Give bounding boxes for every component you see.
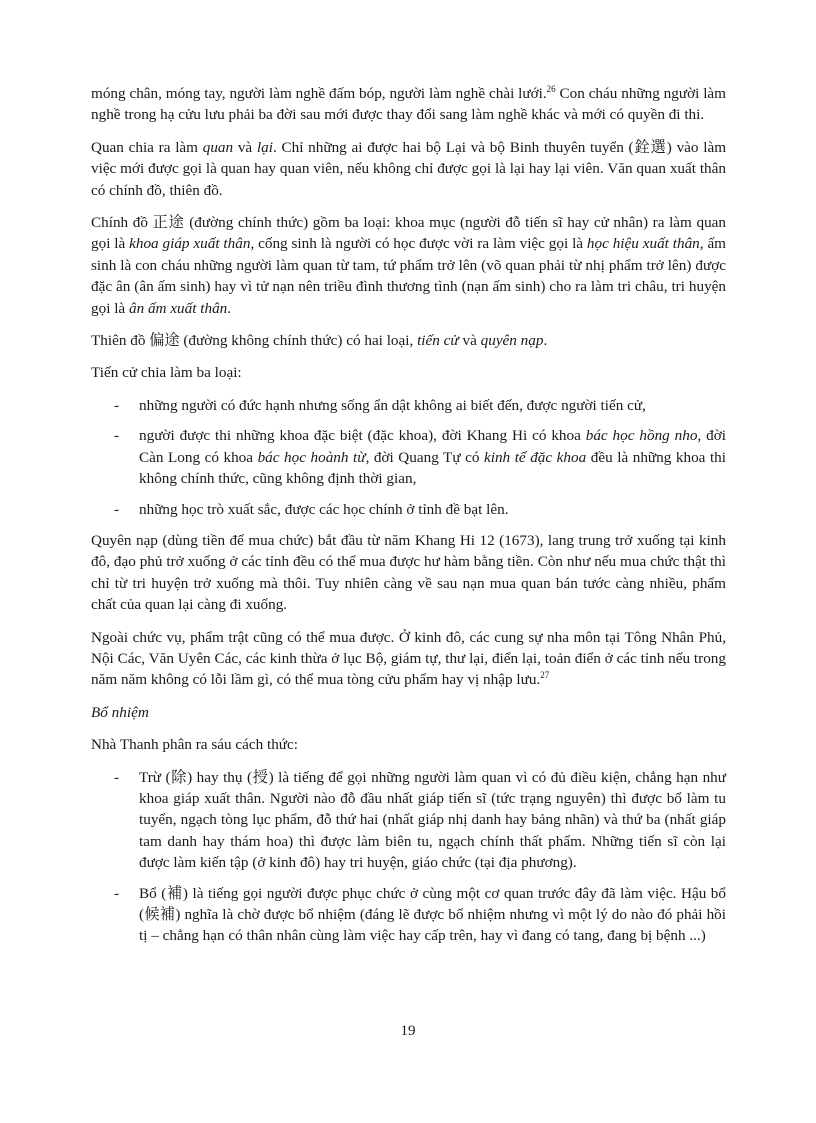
paragraph: Quan chia ra làm quan và lại. Chỉ những ai được hai bộ Lại và bộ Binh thuyên tuyển (銓選) vào làm việc mới được gọi là quan hay quan viên, nếu không chỉ được gọi là lại hay lại viên. Văn quan xuất thân có chính đồ, thiên đồ. [91,138,727,199]
list-item: - những người có đức hạnh nhưng sống ẩn dật không ai biết đến, được người tiến cử, [91,395,726,416]
dash-bullet: - [114,427,120,445]
footnote-ref-27[interactable]: 27 [540,670,550,681]
list-item: - Trừ (除) hay thụ (授) là tiếng để gọi những người làm quan vì có đủ điều kiện, chẳng hạn như khoa giáp xuất thân. Người nào đỗ đầu nhất giáp tiến sĩ (tức trạng nguyên) thì được bổ làm tu tuyển, ngạch tòng lục phẩm, đỗ thứ hai (nhất giáp nhị danh hay bảng nhãn) và thứ ba (nhất giáp tam danh hay thám hoa) thì được làm biên tu, ngạch chính thất phẩm. Những tiến sĩ còn lại được làm kiến tập (ở kinh đô) hay tri huyện, giáo chức (tại địa phương). [114,768,726,872]
list-item: - những học trò xuất sắc, được các học chính ở tỉnh đề bạt lên. [91,499,726,520]
paragraph: Ngoài chức vụ, phẩm trật cũng có thể mua được. Ở kinh đô, các cung sự nha môn tại Tông Nhân Phủ, Nội Các, Văn Uyên Các, các kinh thừa ở lục Bộ, giám tự, thư lại, điển lại, toản điển ở các tỉnh nếu trong năm năm không có lỗi lầm gì, có thể mua tòng cửu phẩm hay vị nhập lưu.$^{27}$ [91,628,726,689]
page-number: 19 [400,1023,416,1039]
paragraph: Thiên đồ 偏途 (đường không chính thức) có hai loại, tiến cử và quyên nạp. [91,332,548,350]
footnote-ref-26[interactable]: 26 [546,83,556,94]
paragraph: Quyên nạp (dùng tiền để mua chức) bắt đầu từ năm Khang Hi 12 (1673), lang trung trở xuống tại kinh đô, đạo phủ trở xuống ở các tỉnh đều có thể mua được hư hàm bằng tiền. Còn như nếu mua chức thật thì chỉ từ tri huyện trở xuống mà thôi. Tuy nhiên càng về sau nạn mua quan bán tước càng nhiều, phẩm chất của quan lại càng đi xuống. [91,531,726,614]
body-text [91,83,726,957]
list-item: - Bổ (補) là tiếng gọi người được phục chức ở cùng một cơ quan trước đây đã làm việc. Hậu bổ (候補) nghĩa là chờ được bổ nhiệm (đáng lẽ được bổ nhiệm nhưng vì một lý do nào đó phải hồi tị – chẳng hạn có thân nhân cùng làm việc hay cấp trên, hay vì đang có tang, đang bị bệnh ...) [114,884,726,945]
paragraph: Tiến cử chia làm ba loại: [91,364,242,382]
dash-bullet: - [114,884,120,902]
paragraph: Nhà Thanh phân ra sáu cách thức: [91,736,298,754]
dash-bullet: - [114,768,120,786]
dash-list [91,767,726,947]
section-heading: Bổ nhiệm [91,703,149,721]
dash-list [91,395,726,520]
list-item: - người được thi những khoa đặc biệt (đặc khoa), đời Khang Hi có khoa bác học hồng nho, đời Càn Long có khoa bác học hoành từ, đời Quang Tự có kinh tế đặc khoa đều là những khoa thi không chính thức, cũng không định thời gian, [114,427,726,488]
paragraph: Chính đồ 正途 (đường chính thức) gồm ba loại: khoa mục (người đỗ tiến sĩ hay cử nhân) ra làm quan gọi là khoa giáp xuất thân, cống sinh là người có học được vời ra làm việc gọi là học hiệu xuất thân, ấm sinh là con cháu những người làm quan từ tam, tứ phẩm trở lên (võ quan phải từ nhị phẩm trở lên) được đặc ân (ân ấm sinh) hay vì tử nạn nên triều đình thương tình (nạn ấm sinh) cho ra làm tri châu, tri huyện gọi là ân ấm xuất thân. [91,214,726,317]
dash-bullet: - [114,500,120,518]
dash-bullet: - [114,396,120,414]
paragraph: móng chân, móng tay, người làm nghề đấm bóp, người làm nghề chài lưới.$^{26}$ Con cháu những người làm nghề trong hạ cửu lưu phải ba đời sau mới được thay đổi sang làm nghề khác và mới có quyền đi thi. [91,83,726,124]
